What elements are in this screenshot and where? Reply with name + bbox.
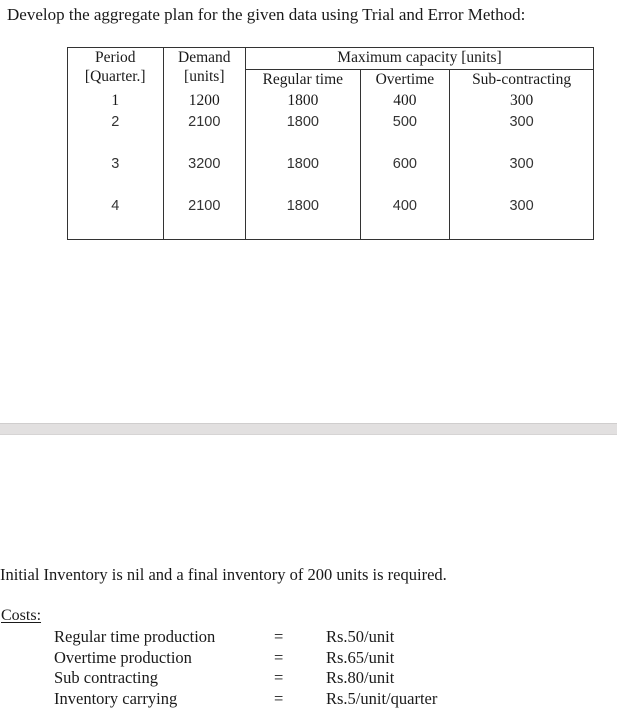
- header-demand-line2: [units]: [184, 68, 225, 85]
- capacity-table: [67, 47, 594, 240]
- table-row: [68, 197, 594, 240]
- cost-equals: =: [274, 668, 284, 687]
- cell-period: 1: [68, 91, 164, 113]
- cell-period: 4: [68, 197, 164, 240]
- cost-item: [54, 627, 437, 648]
- table-row: [68, 113, 594, 155]
- cost-value: Rs.65/unit: [326, 647, 395, 667]
- page-divider: [0, 423, 617, 435]
- table-row: [68, 91, 594, 113]
- costs-heading: Costs:: [1, 607, 42, 624]
- cost-value: Rs.5/unit/quarter: [326, 688, 438, 708]
- cost-equals: =: [274, 647, 284, 667]
- cell-demand: 2100: [163, 197, 245, 240]
- cell-regular-time: 1800: [246, 155, 361, 197]
- problem-statement: Develop the aggregate plan for the given data using Trial and Error Method:: [7, 5, 526, 24]
- cost-equals: =: [274, 688, 284, 708]
- cell-demand: 3200: [163, 155, 245, 197]
- cell-period: 2: [68, 113, 164, 155]
- cell-period: 3: [68, 155, 164, 197]
- header-period-line1: Period: [95, 49, 136, 66]
- header-period-line2: [Quarter.]: [84, 68, 146, 85]
- cost-name: Overtime production: [54, 647, 192, 667]
- header-demand-line1: Demand: [178, 49, 231, 66]
- header-period: [68, 48, 164, 92]
- cell-regular-time: 1800: [246, 113, 361, 155]
- cell-sub-contracting: 300: [450, 113, 594, 155]
- cost-item: [54, 689, 437, 710]
- cost-name: Inventory carrying: [54, 688, 178, 708]
- header-overtime: Overtime: [360, 70, 450, 92]
- costs-list: [54, 627, 437, 709]
- cost-value: Rs.80/unit: [326, 668, 395, 687]
- header-sub-contracting: Sub-contracting: [450, 70, 594, 92]
- cost-item: [54, 668, 437, 689]
- cell-regular-time: 1800: [246, 91, 361, 113]
- cost-value: Rs.50/unit: [326, 627, 395, 646]
- header-regular-time: Regular time: [246, 70, 361, 92]
- cost-equals: =: [274, 627, 284, 646]
- cost-name: Sub contracting: [54, 668, 159, 687]
- cell-sub-contracting: 300: [450, 155, 594, 197]
- inventory-note: Initial Inventory is nil and a final inventory of 200 units is required.: [0, 565, 447, 584]
- cost-item: [54, 648, 437, 669]
- cell-demand: 1200: [163, 91, 245, 113]
- header-demand: [163, 48, 245, 92]
- cell-overtime: 500: [360, 113, 450, 155]
- cell-sub-contracting: 300: [450, 91, 594, 113]
- cell-regular-time: 1800: [246, 197, 361, 240]
- cell-overtime: 400: [360, 91, 450, 113]
- cell-sub-contracting: 300: [450, 197, 594, 240]
- cell-overtime: 600: [360, 155, 450, 197]
- cell-demand: 2100: [163, 113, 245, 155]
- table-header-row: [68, 48, 594, 70]
- cell-overtime: 400: [360, 197, 450, 240]
- cost-name: Regular time production: [54, 627, 216, 646]
- header-max-capacity: Maximum capacity [units]: [246, 48, 594, 70]
- table-row: [68, 155, 594, 197]
